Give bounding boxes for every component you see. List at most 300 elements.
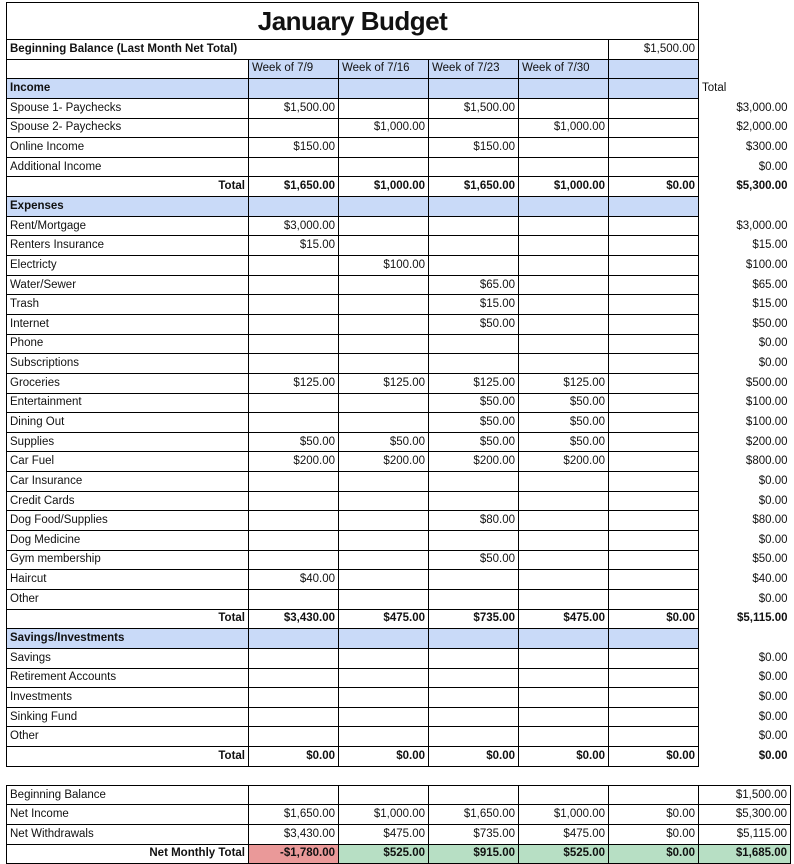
- amount-cell[interactable]: [339, 570, 429, 590]
- amount-cell[interactable]: [519, 256, 609, 276]
- amount-cell[interactable]: $1,000.00: [339, 177, 429, 197]
- amount-cell[interactable]: [609, 314, 699, 334]
- row-total: $0.00: [758, 671, 788, 684]
- expense-row: [7, 393, 791, 413]
- amount-cell[interactable]: [609, 570, 699, 590]
- row-total: $5,300.00: [736, 180, 788, 193]
- amount-cell[interactable]: $125.00: [519, 373, 609, 393]
- total-label[interactable]: Total: [7, 747, 249, 767]
- amount-cell[interactable]: [519, 531, 609, 551]
- row-total: $15.00: [752, 239, 788, 252]
- amount-cell[interactable]: [249, 668, 339, 688]
- amount-cell[interactable]: [519, 157, 609, 177]
- summary-cell[interactable]: [339, 785, 429, 805]
- empty-cell: [609, 766, 699, 785]
- row-total: $0.00: [758, 474, 788, 487]
- amount-cell[interactable]: [609, 98, 699, 118]
- header-fill-cell: [609, 197, 699, 217]
- amount-cell[interactable]: [519, 295, 609, 315]
- amount-cell[interactable]: [429, 688, 519, 708]
- empty-cell: [699, 629, 791, 649]
- header-fill-cell: [339, 629, 429, 649]
- amount-cell[interactable]: [339, 688, 429, 708]
- header-fill-cell: [249, 197, 339, 217]
- amount-cell[interactable]: $200.00: [339, 452, 429, 472]
- amount-cell[interactable]: [339, 216, 429, 236]
- amount-cell[interactable]: [249, 413, 339, 433]
- summary-cell[interactable]: $475.00: [339, 824, 429, 844]
- amount-cell[interactable]: [249, 393, 339, 413]
- empty-cell: [249, 766, 339, 785]
- amount-cell[interactable]: [429, 216, 519, 236]
- amount-cell[interactable]: [339, 98, 429, 118]
- amount-cell[interactable]: [609, 727, 699, 747]
- savings-heading-row: [7, 629, 791, 649]
- row-label[interactable]: Gym membership: [7, 550, 249, 570]
- summary-cell[interactable]: $0.00: [609, 805, 699, 825]
- amount-cell[interactable]: $50.00: [249, 432, 339, 452]
- amount-cell[interactable]: [609, 157, 699, 177]
- amount-cell[interactable]: $50.00: [519, 393, 609, 413]
- net-total-cell[interactable]: $915.00: [429, 844, 519, 864]
- row-label[interactable]: Other: [7, 589, 249, 609]
- row-label[interactable]: Water/Sewer: [7, 275, 249, 295]
- amount-cell[interactable]: [519, 138, 609, 158]
- amount-cell[interactable]: [429, 491, 519, 511]
- beginning-balance-value[interactable]: $1,500.00: [609, 40, 699, 60]
- header-fill-cell: [609, 629, 699, 649]
- amount-cell[interactable]: [429, 570, 519, 590]
- savings-row: [7, 688, 791, 708]
- amount-cell[interactable]: [339, 275, 429, 295]
- amount-cell[interactable]: [429, 531, 519, 551]
- amount-cell[interactable]: [609, 236, 699, 256]
- amount-cell[interactable]: [249, 531, 339, 551]
- summary-cell[interactable]: $1,650.00: [249, 805, 339, 825]
- amount-cell[interactable]: [609, 256, 699, 276]
- amount-cell[interactable]: $200.00: [429, 452, 519, 472]
- amount-cell[interactable]: [609, 373, 699, 393]
- amount-cell[interactable]: [429, 157, 519, 177]
- savings-row: [7, 707, 791, 727]
- amount-cell[interactable]: [249, 727, 339, 747]
- amount-cell[interactable]: $15.00: [249, 236, 339, 256]
- savings-row: [7, 668, 791, 688]
- amount-cell[interactable]: [249, 334, 339, 354]
- amount-cell[interactable]: [519, 570, 609, 590]
- amount-cell[interactable]: [249, 295, 339, 315]
- row-label[interactable]: Haircut: [7, 570, 249, 590]
- amount-cell[interactable]: $80.00: [429, 511, 519, 531]
- summary-row: [7, 785, 791, 805]
- expense-row: [7, 472, 791, 492]
- amount-cell[interactable]: [249, 275, 339, 295]
- row-label[interactable]: Spouse 1- Paychecks: [7, 98, 249, 118]
- net-monthly-total-row: [7, 844, 791, 864]
- summary-label: Net Income: [7, 805, 249, 825]
- row-label[interactable]: Entertainment: [7, 393, 249, 413]
- amount-cell[interactable]: [519, 511, 609, 531]
- amount-cell[interactable]: [609, 589, 699, 609]
- row-total: $0.00: [758, 710, 788, 723]
- row-total: $50.00: [752, 553, 788, 566]
- row-total: $0.00: [758, 494, 788, 507]
- row-label[interactable]: Sinking Fund: [7, 707, 249, 727]
- net-total-cell[interactable]: -$1,780.00: [249, 844, 339, 864]
- amount-cell[interactable]: $1,500.00: [249, 98, 339, 118]
- row-label[interactable]: Rent/Mortgage: [7, 216, 249, 236]
- net-total-cell[interactable]: $0.00: [609, 844, 699, 864]
- row-label[interactable]: Dog Medicine: [7, 531, 249, 551]
- amount-cell[interactable]: $50.00: [429, 413, 519, 433]
- summary-cell[interactable]: $1,000.00: [339, 805, 429, 825]
- amount-cell[interactable]: $50.00: [429, 550, 519, 570]
- amount-cell[interactable]: [429, 727, 519, 747]
- amount-cell[interactable]: [609, 707, 699, 727]
- header-fill-cell: [519, 629, 609, 649]
- row-total: $0.00: [758, 730, 788, 743]
- spacer-row: [7, 766, 791, 785]
- summary-cell[interactable]: [429, 785, 519, 805]
- savings-row: [7, 648, 791, 668]
- expenses-heading-row: [7, 197, 791, 217]
- amount-cell[interactable]: [429, 334, 519, 354]
- amount-cell[interactable]: [339, 295, 429, 315]
- week-header: Week of 7/9: [249, 59, 339, 79]
- expenses-heading: Expenses: [7, 197, 249, 217]
- amount-cell[interactable]: [519, 707, 609, 727]
- net-total-grand[interactable]: $1,685.00: [699, 844, 791, 864]
- amount-cell[interactable]: [609, 688, 699, 708]
- expense-row: [7, 452, 791, 472]
- empty-cell: [699, 766, 791, 785]
- amount-cell[interactable]: [339, 589, 429, 609]
- amount-cell[interactable]: [519, 589, 609, 609]
- summary-label: Net Withdrawals: [7, 824, 249, 844]
- summary-cell[interactable]: [249, 785, 339, 805]
- row-total: $0.00: [758, 749, 788, 762]
- amount-cell[interactable]: $0.00: [339, 747, 429, 767]
- expense-row: [7, 354, 791, 374]
- amount-cell[interactable]: $1,500.00: [429, 98, 519, 118]
- expense-row: [7, 334, 791, 354]
- expense-row: [7, 550, 791, 570]
- row-total: $0.00: [758, 160, 788, 173]
- amount-cell[interactable]: [609, 472, 699, 492]
- total-label[interactable]: Total: [7, 177, 249, 197]
- expense-row: [7, 295, 791, 315]
- row-total: $3,000.00: [736, 101, 788, 114]
- amount-cell[interactable]: [519, 216, 609, 236]
- summary-cell[interactable]: [609, 785, 699, 805]
- amount-cell[interactable]: [609, 138, 699, 158]
- amount-cell[interactable]: [429, 707, 519, 727]
- amount-cell[interactable]: $50.00: [519, 413, 609, 433]
- amount-cell[interactable]: [609, 216, 699, 236]
- summary-row: [7, 824, 791, 844]
- amount-cell[interactable]: [339, 354, 429, 374]
- amount-cell[interactable]: [519, 688, 609, 708]
- amount-cell[interactable]: [249, 157, 339, 177]
- summary-total[interactable]: $5,300.00: [699, 805, 791, 825]
- amount-cell[interactable]: $0.00: [609, 609, 699, 629]
- row-label[interactable]: Electricty: [7, 256, 249, 276]
- row-total: $2,000.00: [736, 121, 788, 134]
- amount-cell[interactable]: $0.00: [609, 177, 699, 197]
- amount-cell[interactable]: [519, 334, 609, 354]
- amount-cell[interactable]: $50.00: [519, 432, 609, 452]
- amount-cell[interactable]: $50.00: [339, 432, 429, 452]
- amount-cell[interactable]: $1,650.00: [249, 177, 339, 197]
- amount-cell[interactable]: [339, 472, 429, 492]
- amount-cell[interactable]: [609, 432, 699, 452]
- summary-cell[interactable]: $3,430.00: [249, 824, 339, 844]
- income-heading-row: [7, 79, 791, 99]
- amount-cell[interactable]: [249, 314, 339, 334]
- row-label[interactable]: Retirement Accounts: [7, 668, 249, 688]
- amount-cell[interactable]: $0.00: [249, 747, 339, 767]
- income-row: [7, 118, 791, 138]
- row-label[interactable]: Dog Food/Supplies: [7, 511, 249, 531]
- row-total: $0.00: [758, 337, 788, 350]
- beginning-balance-row: [7, 40, 791, 60]
- row-label[interactable]: Subscriptions: [7, 354, 249, 374]
- row-total: $0.00: [758, 592, 788, 605]
- week-header-row: [7, 59, 791, 79]
- empty-cell: [429, 766, 519, 785]
- amount-cell[interactable]: [429, 236, 519, 256]
- amount-cell[interactable]: $0.00: [609, 747, 699, 767]
- summary-cell[interactable]: [519, 785, 609, 805]
- row-label[interactable]: Credit Cards: [7, 491, 249, 511]
- empty-cell: [7, 59, 249, 79]
- amount-cell[interactable]: [429, 668, 519, 688]
- amount-cell[interactable]: [609, 334, 699, 354]
- row-total: $80.00: [752, 514, 788, 527]
- amount-cell[interactable]: [609, 295, 699, 315]
- expense-row: [7, 373, 791, 393]
- amount-cell[interactable]: $40.00: [249, 570, 339, 590]
- budget-sheet: [6, 2, 792, 864]
- row-total: $65.00: [752, 278, 788, 291]
- amount-cell[interactable]: [519, 648, 609, 668]
- row-total: $800.00: [745, 455, 788, 468]
- amount-cell[interactable]: $200.00: [519, 452, 609, 472]
- amount-cell[interactable]: [609, 648, 699, 668]
- amount-cell[interactable]: $735.00: [429, 609, 519, 629]
- amount-cell[interactable]: [339, 511, 429, 531]
- header-fill-cell: [249, 629, 339, 649]
- week-header: Week of 7/16: [339, 59, 429, 79]
- expense-row: [7, 531, 791, 551]
- row-label[interactable]: Spouse 2- Paychecks: [7, 118, 249, 138]
- amount-cell[interactable]: $125.00: [249, 373, 339, 393]
- amount-cell[interactable]: $1,650.00: [429, 177, 519, 197]
- row-total: $0.00: [758, 651, 788, 664]
- amount-cell[interactable]: [609, 511, 699, 531]
- amount-cell[interactable]: [339, 334, 429, 354]
- amount-cell[interactable]: $1,000.00: [339, 118, 429, 138]
- amount-cell[interactable]: [519, 472, 609, 492]
- amount-cell[interactable]: [249, 491, 339, 511]
- expense-row: [7, 589, 791, 609]
- net-monthly-total-label: Net Monthly Total: [7, 844, 249, 864]
- row-label[interactable]: Groceries: [7, 373, 249, 393]
- summary-total[interactable]: $5,115.00: [699, 824, 791, 844]
- amount-cell[interactable]: [519, 727, 609, 747]
- amount-cell[interactable]: [609, 550, 699, 570]
- row-label[interactable]: Online Income: [7, 138, 249, 158]
- amount-cell[interactable]: $15.00: [429, 295, 519, 315]
- summary-total[interactable]: $1,500.00: [699, 785, 791, 805]
- amount-cell[interactable]: [339, 648, 429, 668]
- amount-cell[interactable]: [249, 648, 339, 668]
- amount-cell[interactable]: [519, 314, 609, 334]
- amount-cell[interactable]: [249, 472, 339, 492]
- amount-cell[interactable]: [519, 354, 609, 374]
- row-total: $0.00: [758, 533, 788, 546]
- income-heading: Income: [7, 79, 249, 99]
- amount-cell[interactable]: [609, 668, 699, 688]
- amount-cell[interactable]: [519, 236, 609, 256]
- expense-row: [7, 256, 791, 276]
- amount-cell[interactable]: [339, 531, 429, 551]
- savings-total-row: [7, 747, 791, 767]
- amount-cell[interactable]: [339, 393, 429, 413]
- amount-cell[interactable]: [339, 707, 429, 727]
- row-total: $300.00: [745, 141, 788, 154]
- total-label[interactable]: Total: [7, 609, 249, 629]
- amount-cell[interactable]: [339, 668, 429, 688]
- amount-cell[interactable]: [609, 393, 699, 413]
- amount-cell[interactable]: $1,000.00: [519, 118, 609, 138]
- amount-cell[interactable]: $150.00: [249, 138, 339, 158]
- expense-row: [7, 511, 791, 531]
- header-fill-cell: [609, 79, 699, 99]
- savings-heading: Savings/Investments: [7, 629, 249, 649]
- summary-cell[interactable]: $735.00: [429, 824, 519, 844]
- amount-cell[interactable]: [429, 589, 519, 609]
- summary-cell[interactable]: $1,650.00: [429, 805, 519, 825]
- row-label[interactable]: Dining Out: [7, 413, 249, 433]
- expense-row: [7, 275, 791, 295]
- total-column-header: Total: [702, 82, 727, 95]
- summary-cell[interactable]: $1,000.00: [519, 805, 609, 825]
- header-fill-cell: [339, 197, 429, 217]
- amount-cell[interactable]: $100.00: [339, 256, 429, 276]
- amount-cell[interactable]: [609, 354, 699, 374]
- amount-cell[interactable]: [609, 491, 699, 511]
- amount-cell[interactable]: $50.00: [429, 314, 519, 334]
- expense-row: [7, 413, 791, 433]
- expense-row: [7, 491, 791, 511]
- row-label[interactable]: Internet: [7, 314, 249, 334]
- amount-cell[interactable]: [249, 707, 339, 727]
- amount-cell[interactable]: [429, 354, 519, 374]
- row-label[interactable]: Savings: [7, 648, 249, 668]
- amount-cell[interactable]: [339, 236, 429, 256]
- row-total: $0.00: [758, 357, 788, 370]
- amount-cell[interactable]: $50.00: [429, 393, 519, 413]
- amount-cell[interactable]: $475.00: [339, 609, 429, 629]
- row-total: $5,115.00: [736, 612, 788, 625]
- row-label[interactable]: Renters Insurance: [7, 236, 249, 256]
- amount-cell[interactable]: [339, 413, 429, 433]
- amount-cell[interactable]: [519, 668, 609, 688]
- amount-cell[interactable]: [249, 118, 339, 138]
- amount-cell[interactable]: $3,430.00: [249, 609, 339, 629]
- row-total: $15.00: [752, 298, 788, 311]
- amount-cell[interactable]: [249, 550, 339, 570]
- amount-cell[interactable]: [339, 138, 429, 158]
- row-label[interactable]: Supplies: [7, 432, 249, 452]
- amount-cell[interactable]: [339, 727, 429, 747]
- amount-cell[interactable]: $125.00: [339, 373, 429, 393]
- amount-cell[interactable]: [249, 511, 339, 531]
- amount-cell[interactable]: $150.00: [429, 138, 519, 158]
- net-total-cell[interactable]: $525.00: [519, 844, 609, 864]
- amount-cell[interactable]: [249, 354, 339, 374]
- amount-cell[interactable]: $200.00: [249, 452, 339, 472]
- row-label[interactable]: Car Fuel: [7, 452, 249, 472]
- summary-cell[interactable]: $0.00: [609, 824, 699, 844]
- row-total: $50.00: [752, 317, 788, 330]
- amount-cell[interactable]: [519, 98, 609, 118]
- amount-cell[interactable]: [249, 256, 339, 276]
- amount-cell[interactable]: $125.00: [429, 373, 519, 393]
- empty-cell: [699, 59, 791, 79]
- amount-cell[interactable]: [429, 118, 519, 138]
- amount-cell[interactable]: [609, 413, 699, 433]
- amount-cell[interactable]: [429, 256, 519, 276]
- row-label[interactable]: Phone: [7, 334, 249, 354]
- amount-cell[interactable]: [609, 118, 699, 138]
- amount-cell[interactable]: $475.00: [519, 609, 609, 629]
- amount-cell[interactable]: $0.00: [429, 747, 519, 767]
- row-total: $3,000.00: [736, 219, 788, 232]
- amount-cell[interactable]: [519, 275, 609, 295]
- summary-cell[interactable]: $475.00: [519, 824, 609, 844]
- beginning-balance-label: Beginning Balance (Last Month Net Total): [7, 40, 609, 60]
- amount-cell[interactable]: [429, 472, 519, 492]
- amount-cell[interactable]: [609, 531, 699, 551]
- row-label[interactable]: Additional Income: [7, 157, 249, 177]
- amount-cell[interactable]: [519, 550, 609, 570]
- amount-cell[interactable]: $50.00: [429, 432, 519, 452]
- amount-cell[interactable]: [339, 550, 429, 570]
- amount-cell[interactable]: [339, 314, 429, 334]
- amount-cell[interactable]: [249, 589, 339, 609]
- amount-cell[interactable]: $1,000.00: [519, 177, 609, 197]
- row-label[interactable]: Car Insurance: [7, 472, 249, 492]
- amount-cell[interactable]: [609, 275, 699, 295]
- amount-cell[interactable]: [519, 491, 609, 511]
- income-row: [7, 157, 791, 177]
- budget-table: [6, 2, 791, 864]
- amount-cell[interactable]: $0.00: [519, 747, 609, 767]
- amount-cell[interactable]: [339, 157, 429, 177]
- net-total-cell[interactable]: $525.00: [339, 844, 429, 864]
- amount-cell[interactable]: [609, 452, 699, 472]
- amount-cell[interactable]: [429, 648, 519, 668]
- amount-cell[interactable]: $3,000.00: [249, 216, 339, 236]
- amount-cell[interactable]: [339, 491, 429, 511]
- amount-cell[interactable]: $65.00: [429, 275, 519, 295]
- row-label[interactable]: Investments: [7, 688, 249, 708]
- amount-cell[interactable]: [249, 688, 339, 708]
- row-label[interactable]: Trash: [7, 295, 249, 315]
- row-label[interactable]: Other: [7, 727, 249, 747]
